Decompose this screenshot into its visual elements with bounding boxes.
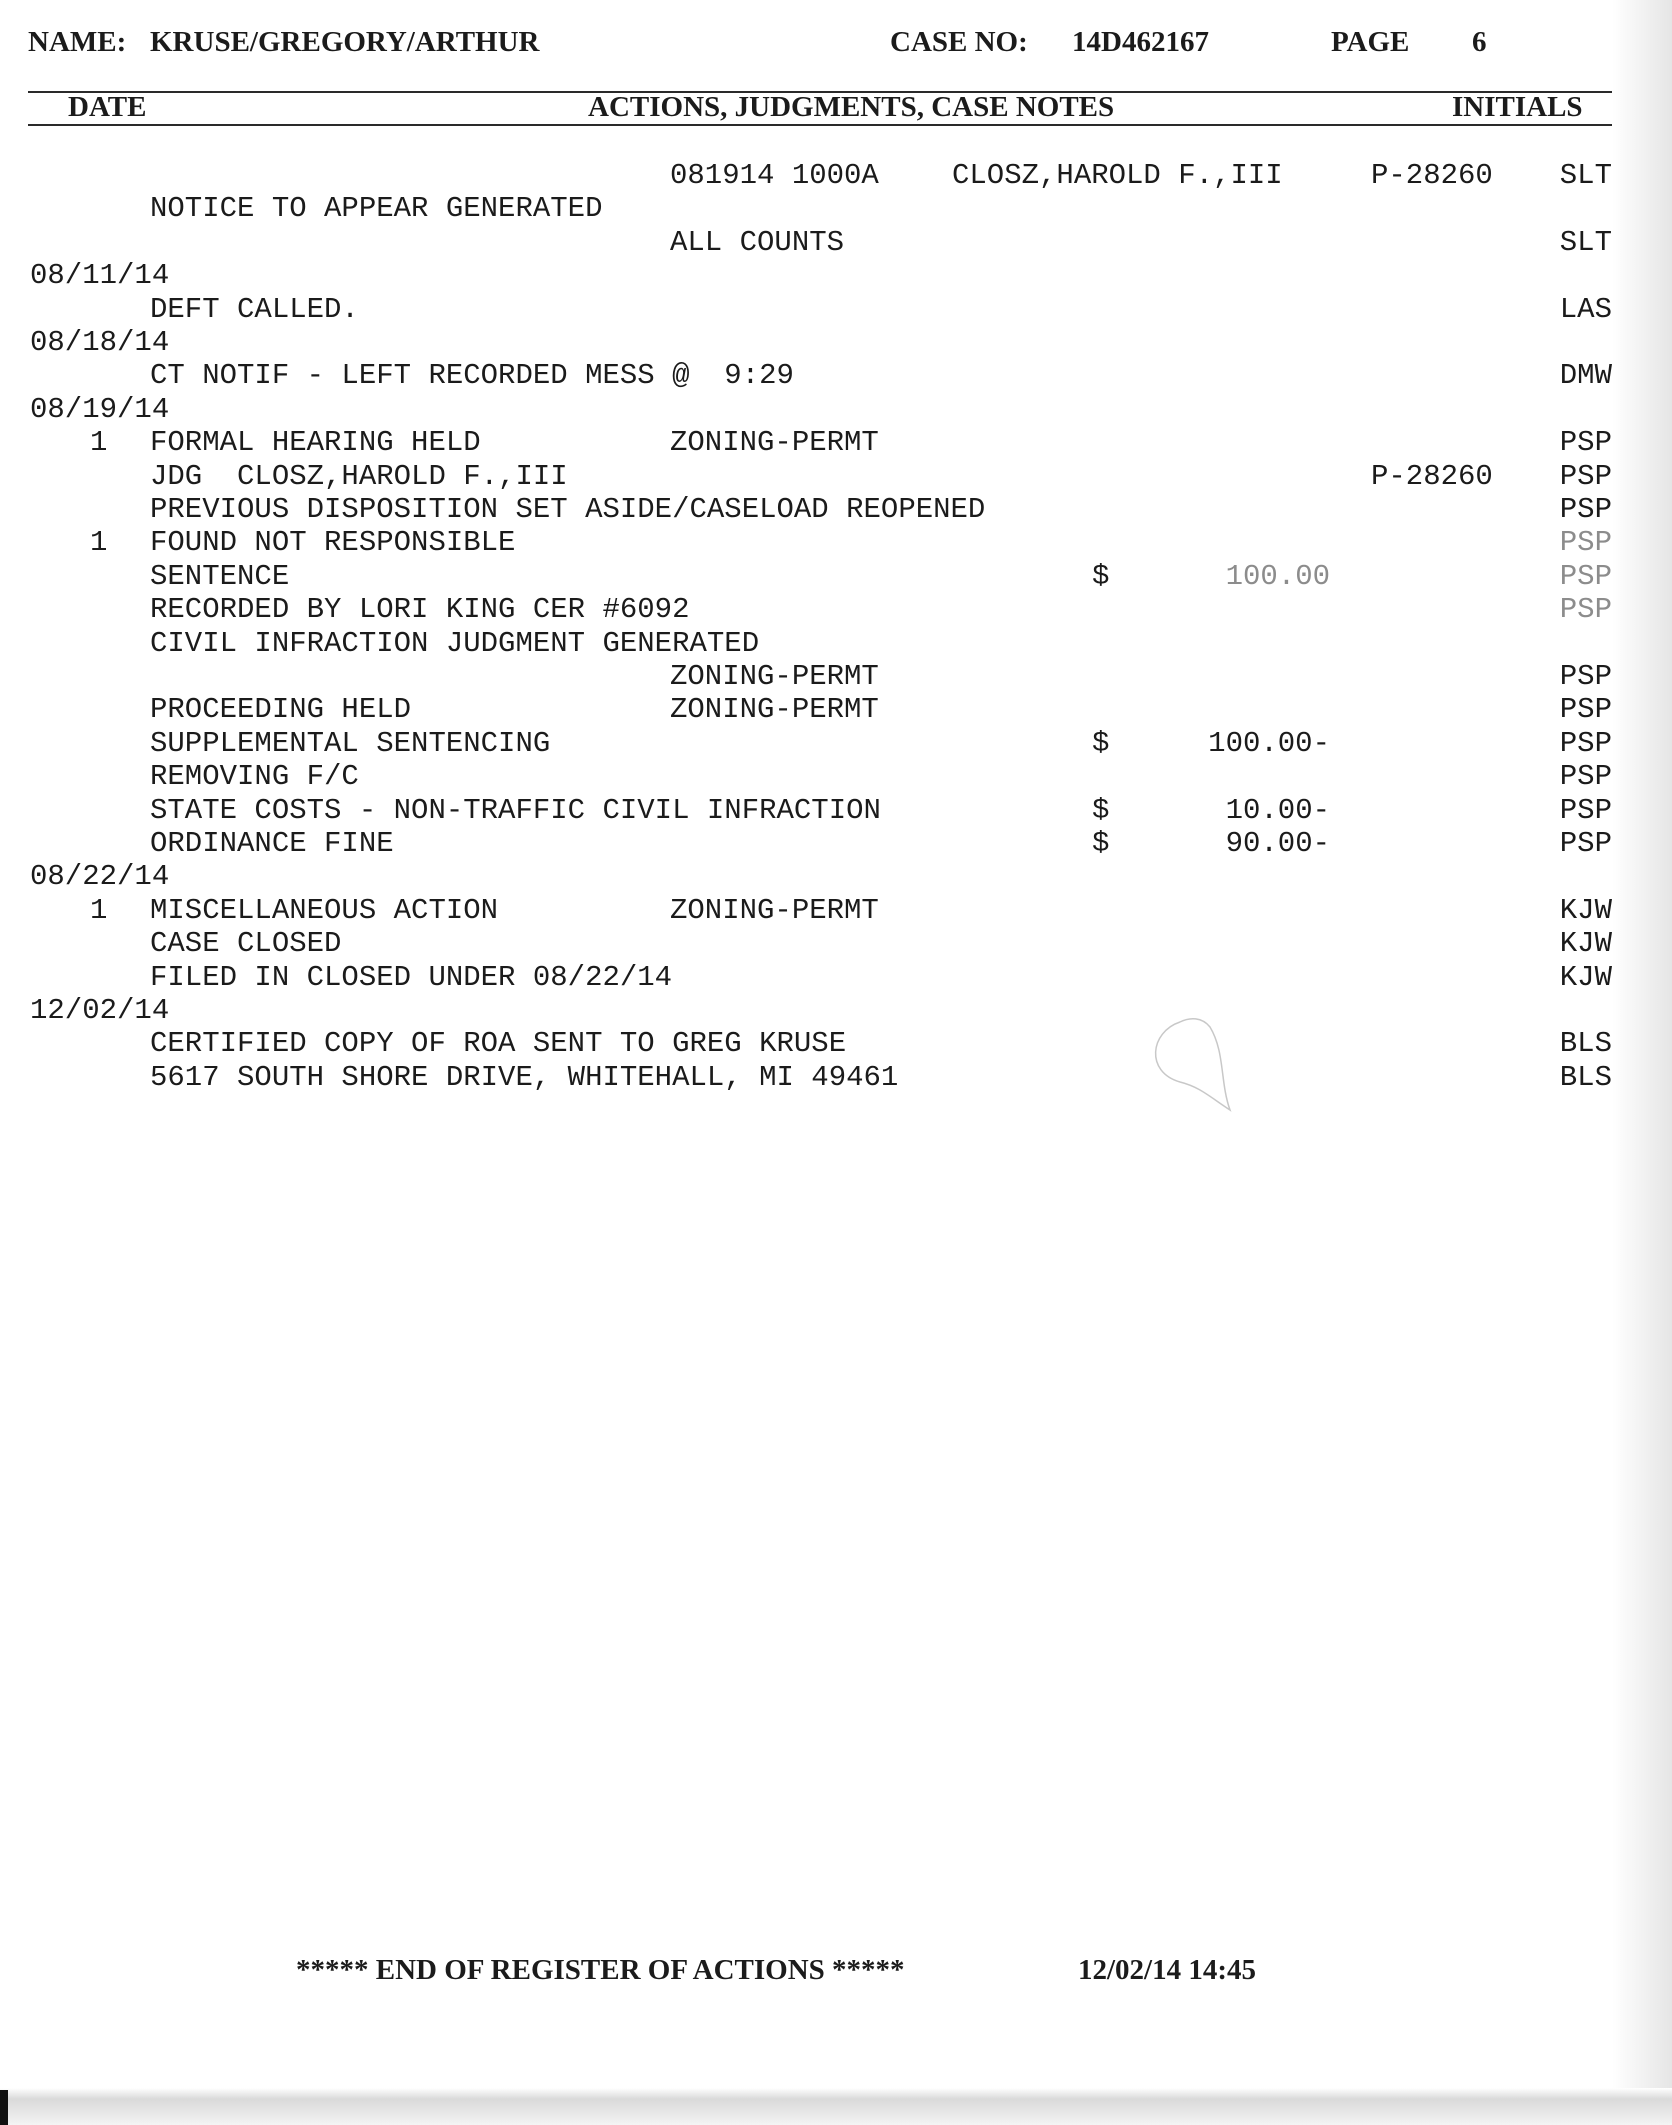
entry-row — [0, 662, 1672, 696]
clerk-initials: KJW — [1559, 960, 1612, 994]
dollar-sign: $ — [1092, 726, 1110, 760]
amount: 100.00 — [1225, 559, 1330, 593]
entry-row — [0, 194, 1672, 228]
count-number: 1 — [90, 893, 108, 927]
bar-number: P-28260 — [1371, 159, 1493, 192]
pen-mark — [1140, 1012, 1240, 1112]
date-row — [0, 392, 1672, 429]
entry-row — [0, 960, 1672, 997]
clerk-initials: PSP — [1559, 660, 1612, 693]
date-row — [0, 328, 1672, 362]
entry-row — [0, 829, 1672, 863]
page-number: 6 — [1472, 26, 1487, 58]
action-detail: 081914 1000A — [670, 159, 879, 192]
name-label: NAME: — [28, 26, 127, 58]
header-rule-bottom — [28, 124, 1612, 126]
clerk-initials: BLS — [1559, 1027, 1612, 1061]
action-text: 5617 SOUTH SHORE DRIVE, WHITEHALL, MI 49461 — [150, 1060, 899, 1094]
dollar-sign: $ — [1092, 793, 1110, 827]
column-header-initials: INITIALS — [1452, 91, 1583, 123]
scan-edge-shadow — [1612, 0, 1672, 2125]
judge-name: CLOSZ,HAROLD F.,III — [952, 159, 1283, 192]
entry-date: 08/18/14 — [30, 326, 170, 359]
action-detail: ZONING-PERMT — [670, 660, 879, 693]
entry-row — [0, 1060, 1672, 1097]
entry-row — [0, 161, 1672, 195]
action-detail: ZONING-PERMT — [670, 426, 879, 460]
clerk-initials: KJW — [1559, 893, 1612, 927]
action-text: JDG CLOSZ,HAROLD F.,III — [150, 459, 568, 493]
date-row — [0, 862, 1672, 896]
action-text: PROCEEDING HELD — [150, 693, 412, 727]
action-text: CASE CLOSED — [150, 927, 342, 961]
date-row — [0, 261, 1672, 295]
clerk-initials: SLT — [1559, 159, 1612, 192]
entry-row — [0, 428, 1672, 462]
count-number: 1 — [90, 526, 108, 560]
entry-date: 08/11/14 — [30, 259, 170, 293]
clerk-initials: PSP — [1559, 827, 1612, 860]
entry-row — [0, 626, 1672, 663]
entry-row — [0, 762, 1672, 796]
entry-row — [0, 595, 1672, 629]
action-text: DEFT CALLED. — [150, 292, 359, 326]
clerk-initials: BLS — [1559, 1060, 1612, 1094]
entry-row — [0, 225, 1672, 262]
entry-row — [0, 559, 1672, 596]
clerk-initials: PSP — [1559, 726, 1612, 760]
clerk-initials: LAS — [1559, 292, 1612, 326]
clerk-initials: PSP — [1559, 793, 1612, 827]
case-number: 14D462167 — [1072, 26, 1209, 58]
column-header-actions: ACTIONS, JUDGMENTS, CASE NOTES — [588, 91, 1115, 123]
action-text: SUPPLEMENTAL SENTENCING — [150, 726, 551, 760]
count-number: 1 — [90, 426, 108, 460]
action-text: FORMAL HEARING HELD — [150, 426, 481, 460]
end-of-register-text: ***** END OF REGISTER OF ACTIONS ***** — [296, 1954, 905, 1986]
column-header-date: DATE — [68, 91, 147, 123]
action-text: ORDINANCE FINE — [150, 827, 394, 860]
entry-row — [0, 459, 1672, 496]
action-detail: ALL COUNTS — [670, 225, 845, 259]
action-detail: ZONING-PERMT — [670, 893, 879, 927]
entry-date: 08/19/14 — [30, 392, 170, 426]
clerk-initials: PSP — [1559, 693, 1612, 727]
entry-date: 08/22/14 — [30, 860, 170, 894]
date-row — [0, 996, 1672, 1030]
amount: 100.00- — [1208, 726, 1330, 760]
scan-left-mark — [0, 2090, 8, 2125]
action-text: MISCELLANEOUS ACTION — [150, 893, 499, 927]
bar-number: P-28260 — [1371, 459, 1493, 493]
entry-row — [0, 726, 1672, 763]
action-text: STATE COSTS - NON-TRAFFIC CIVIL INFRACTION — [150, 793, 881, 827]
page-label: PAGE — [1331, 26, 1410, 58]
defendant-name: KRUSE/GREGORY/ARTHUR — [150, 26, 540, 58]
clerk-initials: PSP — [1559, 559, 1612, 593]
action-text: FOUND NOT RESPONSIBLE — [150, 526, 516, 560]
amount: 10.00- — [1225, 793, 1330, 827]
clerk-initials: SLT — [1559, 225, 1612, 259]
dollar-sign: $ — [1092, 827, 1110, 860]
action-text: REMOVING F/C — [150, 760, 359, 794]
dollar-sign: $ — [1092, 559, 1110, 593]
entry-row — [0, 1029, 1672, 1063]
clerk-initials: PSP — [1559, 526, 1612, 560]
entry-row — [0, 793, 1672, 830]
action-text: PREVIOUS DISPOSITION SET ASIDE/CASELOAD REOPENED — [150, 493, 986, 526]
clerk-initials: PSP — [1559, 426, 1612, 460]
clerk-initials: PSP — [1559, 760, 1612, 794]
clerk-initials: DMW — [1559, 359, 1612, 393]
clerk-initials: PSP — [1559, 459, 1612, 493]
action-text: FILED IN CLOSED UNDER 08/22/14 — [150, 960, 673, 994]
entry-date: 12/02/14 — [30, 994, 170, 1027]
clerk-initials: PSP — [1559, 493, 1612, 526]
case-number-label: CASE NO: — [890, 26, 1028, 58]
amount: 90.00- — [1225, 827, 1330, 860]
action-text: CIVIL INFRACTION JUDGMENT GENERATED — [150, 626, 760, 660]
action-text: SENTENCE — [150, 559, 290, 593]
action-text: NOTICE TO APPEAR GENERATED — [150, 192, 603, 226]
register-timestamp: 12/02/14 14:45 — [1078, 1954, 1257, 1986]
clerk-initials: KJW — [1559, 927, 1612, 961]
entry-row — [0, 929, 1672, 963]
entry-row — [0, 495, 1672, 529]
entry-row — [0, 893, 1672, 930]
entry-row — [0, 361, 1672, 395]
entry-row — [0, 528, 1672, 562]
entry-row — [0, 292, 1672, 329]
scan-bottom-edge — [0, 2088, 1672, 2125]
action-text: RECORDED BY LORI KING CER #6092 — [150, 593, 690, 627]
action-text: CT NOTIF - LEFT RECORDED MESS @ 9:29 — [150, 359, 794, 393]
clerk-initials: PSP — [1559, 593, 1612, 627]
action-detail: ZONING-PERMT — [670, 693, 879, 727]
action-text: CERTIFIED COPY OF ROA SENT TO GREG KRUSE — [150, 1027, 847, 1061]
entry-row — [0, 695, 1672, 729]
